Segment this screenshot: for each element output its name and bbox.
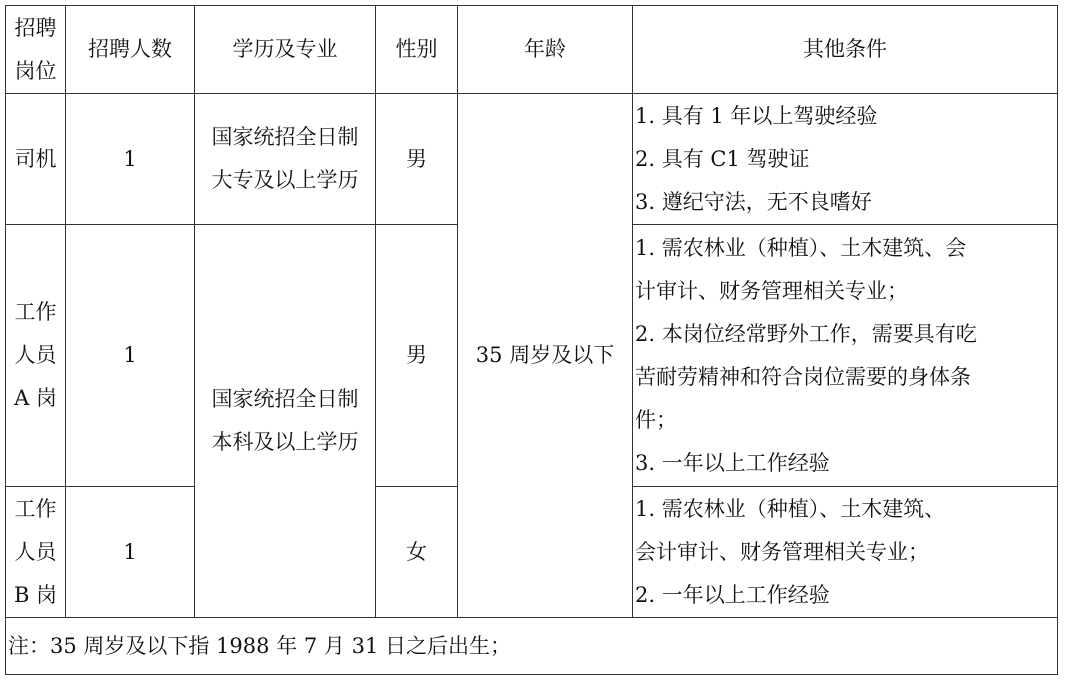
position-cell: 工作 人员 B 岗 xyxy=(6,487,66,618)
count-cell: 1 xyxy=(66,487,195,618)
position-cell: 司机 xyxy=(6,94,66,225)
table-row xyxy=(6,94,1058,225)
header-gender: 性别 xyxy=(376,6,458,94)
other-conditions-cell: 1. 需农林业（种植）、土木建筑、会 计审计、财务管理相关专业； 2. 本岗位经常野外工作，需要具有吃 苦耐劳精神和符合岗位需要的身体条 件； 3. 一年以上工作经验 xyxy=(633,225,1058,487)
other-conditions-cell: 1. 具有 1 年以上驾驶经验 2. 具有 C1 驾驶证 3. 遵纪守法，无不良嗜好 xyxy=(633,94,1058,225)
header-education: 学历及专业 xyxy=(195,6,376,94)
age-cell: 35 周岁及以下 xyxy=(458,94,633,618)
header-position: 招聘 岗位 xyxy=(6,6,66,94)
gender-cell: 男 xyxy=(376,94,458,225)
footnote: 注：35 周岁及以下指 1988 年 7 月 31 日之后出生； xyxy=(6,618,1058,675)
note-row xyxy=(6,618,1058,675)
recruitment-table xyxy=(5,5,1058,675)
header-row xyxy=(6,6,1058,94)
position-cell: 工作 人员 A 岗 xyxy=(6,225,66,487)
header-age: 年龄 xyxy=(458,6,633,94)
header-count: 招聘人数 xyxy=(66,6,195,94)
count-cell: 1 xyxy=(66,94,195,225)
education-cell: 国家统招全日制 大专及以上学历 xyxy=(195,94,376,225)
gender-cell: 男 xyxy=(376,225,458,487)
education-cell: 国家统招全日制 本科及以上学历 xyxy=(195,225,376,618)
count-cell: 1 xyxy=(66,225,195,487)
header-other: 其他条件 xyxy=(633,6,1058,94)
gender-cell: 女 xyxy=(376,487,458,618)
other-conditions-cell: 1. 需农林业（种植）、土木建筑、 会计审计、财务管理相关专业； 2. 一年以上工作经验 xyxy=(633,487,1058,618)
